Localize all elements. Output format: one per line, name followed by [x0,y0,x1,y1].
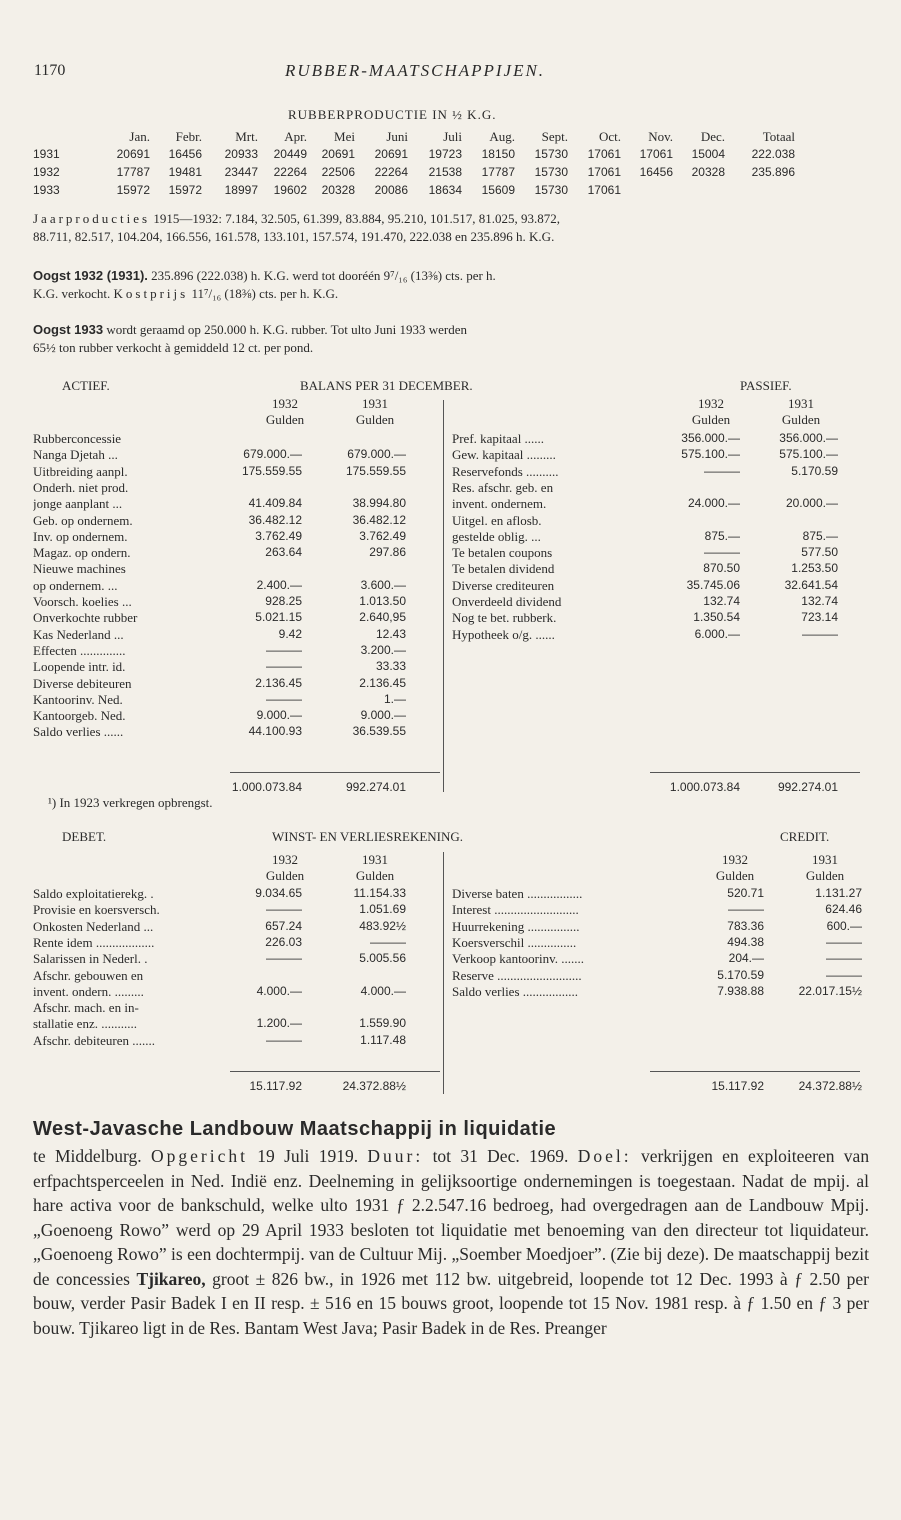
production-cell: 15730 [534,165,568,179]
right-row-value-1931: 22.017.15½ [798,983,862,998]
right-row-value-1931: ——— [826,967,862,982]
left-row-label: Saldo exploitatierekg. . [33,886,154,901]
total-rule [330,1071,440,1072]
right-row-value-1932: 870.50 [703,561,740,576]
company-description [33,1144,869,1340]
production-cell: 20691 [374,147,408,161]
jaarproducties-values: 1915—1932: 7.184, 32.505, 61.399, 83.884, 95.210, 101.517, 81.025, 93.872, [153,211,560,226]
left-year-2: 1931 [362,852,388,867]
left-row-value-1932: 36.482.12 [248,512,302,527]
production-cell: 19481 [168,165,202,179]
production-cell: 15730 [534,183,568,197]
right-row-value-1932: 494.38 [727,934,764,949]
left-row-label: Kantoorgeb. Ned. [33,708,126,724]
right-row-value-1932: 575.100.— [681,447,740,462]
right-row-value-1932: 875.— [704,528,740,543]
doel-label: Doel: [577,1146,632,1166]
right-row-label: Huurrekening ................ [452,918,580,934]
production-cell: 15004 [691,147,725,161]
production-col-header: Totaal [762,129,795,144]
left-row-value-1931: 1.051.69 [359,902,406,917]
right-row-label: Koersverschil ............... [452,934,577,950]
production-cell: 20328 [321,183,355,197]
right-row-value-1931: ——— [826,951,862,966]
production-cell: 17787 [481,165,515,179]
production-cell: 20933 [224,147,258,161]
right-total-1932: 15.117.92 [711,1079,764,1093]
right-row-label: Gew. kapitaal ......... [452,447,556,463]
production-cell: 17787 [116,165,150,179]
right-row-label: Onverdeeld dividend [452,594,562,609]
right-row-label: Verkoop kantoorinv. ....... [452,951,585,967]
left-row-label: Rubberconcessie [33,431,122,446]
oogst-1932-text: 235.896 (222.038) h. K.G. werd tot dooréén 9⁷/₁₆ (13⅜) cts. per h. [151,268,496,283]
left-row-value-1932: ——— [266,951,302,966]
left-row-label: op ondernem. ... [33,577,118,593]
right-row-label: Nog te bet. rubberk. [452,610,557,626]
production-cell: 19602 [273,183,307,197]
left-row-value-1932: ——— [266,691,302,706]
left-row-value-1932: 226.03 [265,934,302,949]
production-cell: 18634 [428,183,462,197]
production-row-year: 1931 [33,147,60,161]
left-row-label: Kas Nederland ... [33,626,124,642]
left-year-2: 1931 [362,396,388,411]
right-year-2: 1931 [812,852,838,867]
left-row-value-1932: ——— [266,1032,302,1047]
production-cell: 17061 [639,147,673,161]
left-row-label: Afschr. gebouwen en [33,967,144,983]
right-row-value-1932: 1.350.54 [693,610,740,625]
left-total-1931: 24.372.88½ [342,1079,406,1093]
left-row-value-1932: 9.000.— [256,708,302,723]
production-cell: 15972 [168,183,202,197]
production-col-header: Sept. [541,129,568,144]
left-row-value-1932: 4.000.— [256,983,302,998]
right-row-label: invent. ondernem. [452,496,547,512]
left-row-label: Saldo verlies ...... [33,724,124,740]
left-row-value-1932: 9.42 [278,626,302,641]
production-cell: 20691 [116,147,150,161]
production-cell: 16456 [639,165,673,179]
left-row-label: Provisie en koersversch. [33,902,160,918]
right-row-label: Reservefonds .......... [452,463,559,479]
company-name: West-Javasche Landbouw Maatschappij in liquidatie [33,1118,557,1140]
left-row-label: Afschr. debiteuren ....... [33,1032,156,1048]
left-row-value-1931: 3.200.— [360,642,406,657]
left-row-value-1932: 263.64 [265,545,302,560]
right-row-value-1931: 723.14 [801,610,838,625]
left-row-value-1932: 657.24 [265,918,302,933]
kostprijs-text: 11⁷/₁₆ (18⅜) cts. per h. K.G. [191,286,339,301]
right-unit-1: Gulden [715,868,755,883]
left-row-label: Salarissen in Nederl. . [33,951,148,967]
right-unit-1: Gulden [691,412,731,427]
production-col-header: Nov. [648,129,673,144]
left-row-value-1931: 1.013.50 [359,594,406,608]
left-row-label: Kantoorinv. Ned. [33,691,123,707]
left-row-value-1931: 2.136.45 [359,675,406,690]
verkocht-text: K.G. verkocht. [33,286,111,301]
left-row-value-1931: 4.000.— [360,983,406,998]
right-row-value-1931: 5.170.59 [791,463,838,478]
left-row-label: stallatie enz. ........... [33,1016,137,1032]
right-row-value-1931: 600.— [826,918,862,933]
right-row-value-1931: 1.131.27 [815,886,862,900]
opgericht-label: Opgericht [150,1146,248,1166]
left-year-1: 1932 [272,396,298,411]
left-row-label: Inv. op ondernem. [33,528,128,544]
balans-title: BALANS PER 31 DECEMBER. [300,378,473,393]
right-row-value-1931: 575.100.— [779,447,838,462]
left-row-value-1932: 2.136.45 [255,675,302,690]
left-row-label: Magaz. op ondern. [33,545,131,561]
production-cell: 22264 [374,165,408,179]
left-total-1932: 1.000.073.84 [231,780,302,794]
left-row-value-1931: ——— [370,934,406,949]
production-col-header: Jan. [129,129,150,144]
right-row-value-1931: 132.74 [801,594,838,608]
production-cell: 20086 [374,183,408,197]
oogst-1933-label: Oogst 1933 [33,322,104,337]
left-row-label: Nanga Djetah ... [33,447,118,463]
production-col-header: Aug. [489,129,515,144]
opgericht-date: 19 Juli 1919. [257,1146,359,1166]
right-unit-2: Gulden [781,412,821,427]
right-row-label: Te betalen coupons [452,545,553,561]
right-row-label: Res. afschr. geb. en [452,479,554,495]
right-row-value-1932: 7.938.88 [717,983,764,998]
total-rule [650,1071,860,1072]
kostprijs-label: Kostprijs [113,286,189,301]
production-cell: 15730 [534,147,568,161]
production-cell: 20328 [691,165,725,179]
production-col-header: Febr. [175,129,202,144]
left-row-value-1931: 2.640,95 [359,610,406,625]
oogst-1933-text: wordt geraamd op 250.000 h. K.G. rubber. Tot ulto Juni 1933 werden [106,322,467,337]
left-unit-1: Gulden [265,412,305,427]
production-cell: 17061 [587,165,621,179]
production-col-header: Dec. [700,129,725,144]
production-cell: 18997 [224,183,258,197]
left-row-value-1932: 5.021.15 [255,610,302,625]
right-row-label: Uitgel. en aflosb. [452,512,542,528]
column-separator [443,852,444,1094]
right-row-label: gestelde oblig. ... [452,528,541,544]
doel-text: verkrijgen en exploiteeren van erfpachtsperceelen in Ned. Indië enz. Deelneming in gelijksoortige ondernemingen is toegestaan. Nadat de mpij. al hare activa voor de bankschuld, welke ulto 1931 ƒ 2.2.547.16 bedroeg, had overgedragen aan de Landbouw Mpij. „Goenoeng Rowo” werd op 29 April 1933 besloten tot liquidatie met benoeming van den directeur tot liquidateur. „Goenoeng Rowo” is een dochtermpij. van de Cultuur Mij. „Soember Moedjoer”. (Zie bij deze). De maatschappij bezit de concessies [33,1146,870,1289]
right-row-label: Saldo verlies ................. [452,983,579,999]
production-cell: 222.038 [751,147,795,161]
left-row-value-1931: 1.— [383,691,406,706]
production-cell: 16456 [168,147,202,161]
actief-heading: ACTIEF. [62,378,110,393]
left-row-label: Loopende intr. id. [33,659,126,675]
duur-date: tot 31 Dec. 1969. [432,1146,569,1166]
left-row-label: Onkosten Nederland ... [33,918,154,934]
left-row-value-1932: 1.200.— [256,1016,302,1031]
right-row-value-1931: ——— [826,934,862,949]
balans-footnote: ¹) In 1923 verkregen opbrengst. [48,795,213,810]
left-row-label: jonge aanplant ... [33,496,123,512]
left-row-value-1932: 9.034.65 [255,886,302,900]
left-row-value-1931: 11.154.33 [353,886,406,900]
left-row-value-1932: 175.559.55 [241,463,302,478]
left-row-label: Afschr. mach. en in- [33,1000,139,1016]
left-row-value-1931: 36.539.55 [352,724,406,739]
left-row-value-1932: 2.400.— [256,577,302,592]
left-row-value-1931: 175.559.55 [345,463,406,478]
left-row-value-1931: 3.600.— [360,577,406,592]
right-row-value-1932: 5.170.59 [717,967,764,982]
production-row-year: 1932 [33,165,60,179]
right-total-1931: 992.274.01 [777,780,838,794]
right-row-value-1932: ——— [704,463,740,478]
left-row-value-1931: 297.86 [369,545,406,560]
left-row-label: Uitbreiding aanpl. [33,463,128,479]
production-title: RUBBERPRODUCTIE IN ½ K.G. [288,107,497,122]
right-row-value-1931: 1.253.50 [791,561,838,576]
production-cell: 15972 [116,183,150,197]
left-row-label: Voorsch. koelies ... [33,594,132,609]
right-row-value-1932: 132.74 [703,594,740,608]
right-year-2: 1931 [788,396,814,411]
oogst-1933-line [33,322,467,337]
left-row-value-1932: 928.25 [265,594,302,608]
production-cell: 15609 [481,183,515,197]
production-col-header: Apr. [284,129,307,144]
production-cell: 17061 [587,147,621,161]
production-cell: 17061 [587,183,621,197]
left-row-value-1932: 679.000.— [243,447,302,462]
jaarproducties-label: Jaarproducties [33,211,151,226]
production-cell: 20449 [273,147,307,161]
left-year-1: 1932 [272,852,298,867]
production-cell: 18150 [481,147,515,161]
left-row-label: Effecten .............. [33,642,126,658]
jaarproducties-line [33,211,560,226]
credit-heading: CREDIT. [780,829,830,844]
left-row-value-1931: 33.33 [375,659,406,674]
right-row-value-1932: 24.000.— [687,496,740,511]
left-row-value-1931: 5.005.56 [359,951,406,966]
right-row-value-1932: 35.745.06 [686,577,740,592]
left-row-value-1932: ——— [266,659,302,674]
left-row-label: Onderh. niet prod. [33,479,129,495]
left-row-value-1931: 12.43 [375,626,406,641]
right-row-value-1931: 624.46 [825,902,862,917]
jaarproducties-line-2: 88.711, 82.517, 104.204, 166.556, 161.578, 133.101, 157.574, 191.470, 222.038 en 235.896 h. K.G. [33,229,555,244]
right-row-value-1931: ——— [802,626,838,641]
left-row-value-1931: 1.559.90 [359,1016,406,1031]
production-row-year: 1933 [33,183,60,197]
right-row-value-1932: ——— [704,545,740,560]
left-total-1932: 15.117.92 [249,1079,302,1093]
column-separator [443,400,444,792]
left-row-label: Onverkochte rubber [33,610,138,626]
production-cell: 20691 [321,147,355,161]
right-row-value-1931: 577.50 [801,545,838,560]
production-cell: 22506 [321,165,355,179]
left-row-label: Geb. op ondernem. [33,512,133,528]
tjikareo-label: Tjikareo, [136,1268,206,1289]
production-col-header: Oct. [598,129,621,144]
debet-heading: DEBET. [62,829,107,844]
right-total-1932: 1.000.073.84 [669,780,740,794]
page-number: 1170 [34,62,66,79]
right-unit-2: Gulden [805,868,845,883]
production-cell: 19723 [428,147,462,161]
right-row-label: Reserve .......................... [452,967,582,983]
left-row-value-1931: 679.000.— [347,447,406,462]
right-row-value-1932: 520.71 [727,886,764,900]
concession-text: groot ± 826 bw., in 1926 met 112 bw. uitgebreid, loopende tot 12 Dec. 1993 à ƒ 2.50 per bouw, verder Pasir Badek I en II resp. ± 516 en 15 bouws groot, loopende tot 15 Nov. 1981 resp. à ƒ 1.50 en ƒ 3 per bouw. Tjikareo ligt in de Res. Bantam West Java; Pasir Badek in de Res. Preanger [33,1268,869,1338]
production-cell: 21538 [428,165,462,179]
left-row-label: Rente idem .................. [33,934,155,950]
oogst-1932-label: Oogst 1932 (1931). [33,268,148,283]
passief-heading: PASSIEF. [740,378,792,393]
duur-label: Duur: [367,1146,424,1166]
left-row-value-1931: 3.762.49 [359,528,406,543]
right-row-value-1932: 6.000.— [694,626,740,641]
left-unit-2: Gulden [355,868,395,883]
oogst-1933-line-2: 65½ ton rubber verkocht à gemiddeld 12 ct. per pond. [33,340,314,355]
production-col-header: Mrt. [235,129,258,144]
left-unit-1: Gulden [265,868,305,883]
winst-title: WINST- EN VERLIESREKENING. [272,829,464,844]
right-row-value-1931: 356.000.— [779,431,838,445]
right-row-value-1932: 204.— [728,951,764,966]
left-total-1931: 992.274.01 [345,780,406,794]
right-year-1: 1932 [698,396,724,411]
right-row-value-1931: 32.641.54 [784,577,838,592]
oogst-1932-line-2 [33,286,338,301]
right-row-label: Pref. kapitaal ...... [452,431,545,446]
right-row-label: Diverse baten ................. [452,886,583,901]
left-row-label: invent. ondern. ......... [33,983,144,999]
left-row-value-1931: 1.117.48 [360,1032,406,1047]
right-row-value-1931: 875.— [802,528,838,543]
production-cell: 235.896 [751,165,795,179]
left-row-value-1932: 41.409.84 [248,496,302,511]
oogst-1932-line [33,268,496,283]
running-title: RUBBER-MAATSCHAPPIJEN. [285,61,546,80]
total-rule [330,772,440,773]
right-row-label: Diverse crediteuren [452,577,555,593]
right-row-label: Te betalen dividend [452,561,555,577]
right-total-1931: 24.372.88½ [798,1079,862,1093]
left-unit-2: Gulden [355,412,395,427]
left-row-label: Nieuwe machines [33,561,126,577]
left-row-value-1931: 36.482.12 [352,512,406,527]
right-row-label: Interest .......................... [452,902,579,918]
production-col-header: Juni [386,129,408,144]
company-location: te Middelburg. [33,1146,142,1166]
left-row-value-1931: 9.000.— [360,708,406,723]
left-row-value-1932: 3.762.49 [255,528,302,543]
left-row-value-1931: 38.994.80 [352,496,406,511]
left-row-value-1932: ——— [266,902,302,917]
right-row-value-1931: 20.000.— [785,496,838,511]
right-row-value-1932: ——— [728,902,764,917]
left-row-value-1932: 44.100.93 [248,724,302,739]
production-col-header: Mei [334,129,355,144]
right-row-label: Hypotheek o/g. ...... [452,626,555,642]
production-col-header: Juli [443,129,462,144]
right-year-1: 1932 [722,852,748,867]
production-cell: 23447 [224,165,258,179]
total-rule [650,772,860,773]
left-row-value-1931: 483.92½ [359,918,406,933]
left-row-value-1932: ——— [266,642,302,657]
right-row-value-1932: 356.000.— [681,431,740,445]
right-row-value-1932: 783.36 [727,918,764,933]
production-cell: 22264 [273,165,307,179]
left-row-label: Diverse debiteuren [33,675,132,691]
